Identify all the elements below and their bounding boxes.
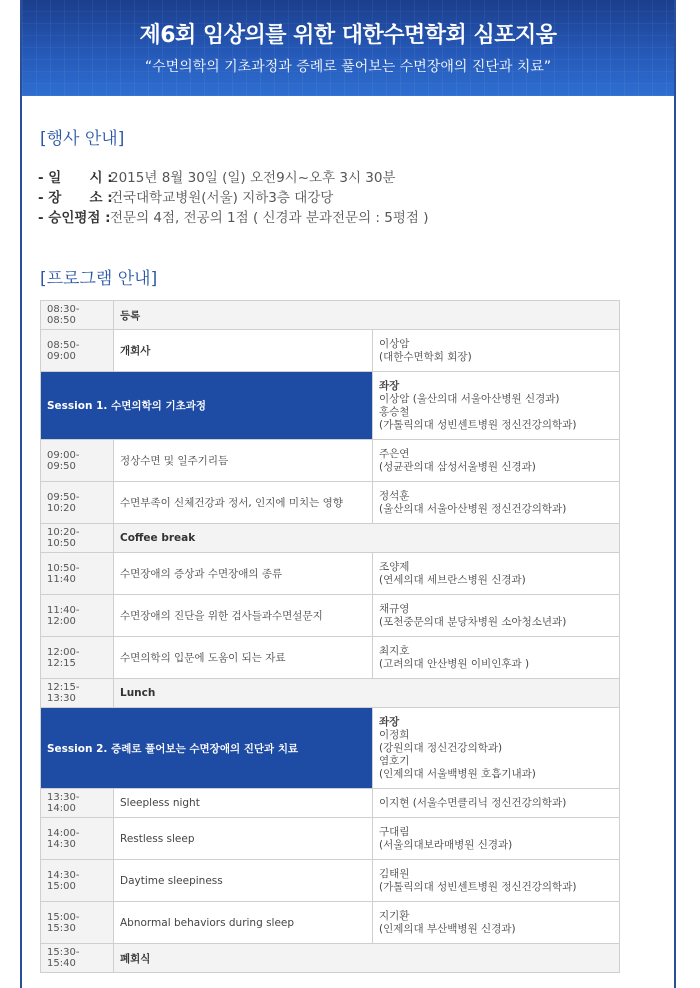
time-cell: 08:30-08:50 (41, 301, 114, 330)
table-row (41, 553, 620, 595)
symposium-subtitle: “수면의학의 기초과정과 증례로 풀어보는 수면장애의 진단과 치료” (144, 59, 552, 75)
symposium-title: 제6회 임상의를 위한 대한수면학회 심포지움 (139, 23, 557, 48)
time-cell: 14:00-14:30 (41, 818, 114, 860)
table-row (41, 482, 620, 524)
talk-title: Restless sleep (114, 818, 373, 860)
time-cell: 15:00-15:30 (41, 902, 114, 944)
talk-title: Daytime sleepiness (114, 860, 373, 902)
table-row (41, 330, 620, 372)
speaker-affiliation: (고려의대 안산병원 이비인후과 ) (379, 657, 530, 670)
time-cell: 15:30-15:40 (41, 944, 114, 973)
speaker-name: 정석훈 (379, 489, 410, 502)
time-cell: 12:15-13:30 (41, 679, 114, 708)
talk-title: 정상수면 및 일주기리듬 (114, 440, 373, 482)
speaker-affiliation: (가톨릭의대 성빈센트병원 정신건강의학과) (379, 880, 577, 893)
speaker-name: 최지호 (379, 644, 410, 657)
speaker-affiliation: (인제의대 부산백병원 신경과) (379, 922, 516, 935)
talk-title: 수면부족이 신체건강과 정서, 인지에 미치는 영향 (114, 482, 373, 524)
speaker-name: 조양제 (379, 560, 410, 573)
info-label: - 장 소 : (38, 190, 113, 206)
table-row (41, 679, 620, 708)
talk-title: 수면장애의 진단을 위한 검사들과수면설문지 (114, 595, 373, 637)
time-cell: 12:00-12:15 (41, 637, 114, 679)
talk-title: 수면의학의 입문에 도움이 되는 자료 (114, 637, 373, 679)
session-row (41, 708, 620, 789)
table-row (41, 944, 620, 973)
chair-label: 좌장 (379, 715, 400, 728)
chair-cell (373, 372, 620, 440)
program-item: Lunch (114, 679, 620, 708)
info-row-date (38, 168, 429, 188)
speaker-name: 이상암 (379, 337, 410, 350)
speaker-name: 김태원 (379, 867, 410, 880)
speaker-affiliation: (서울의대보라매병원 신경과) (379, 838, 513, 851)
table-row (41, 860, 620, 902)
speaker-cell (373, 860, 620, 902)
program-heading: [프로그램 안내] (40, 269, 158, 289)
speaker-name: 구대림 (379, 825, 410, 838)
info-row-credits (38, 208, 429, 228)
speaker-cell (373, 482, 620, 524)
table-row (41, 818, 620, 860)
chair-line: (가톨릭의대 성빈센트병원 정신건강의학과) (379, 418, 577, 431)
info-value: 건국대학교병원(서울) 지하3층 대강당 (110, 190, 334, 206)
chair-cell (373, 708, 620, 789)
speaker-affiliation: (대한수면학회 회장) (379, 350, 472, 363)
speaker-cell (373, 553, 620, 595)
talk-title: 수면장애의 증상과 수면장애의 종류 (114, 553, 373, 595)
table-row (41, 637, 620, 679)
chair-line: 이상암 (울산의대 서울아산병원 신경과) (379, 392, 560, 405)
program-item: 폐회식 (114, 944, 620, 973)
chair-line: 홍승철 (379, 405, 410, 418)
session-row (41, 372, 620, 440)
talk-title: Sleepless night (114, 789, 373, 818)
event-info (38, 168, 429, 228)
time-cell: 11:40-12:00 (41, 595, 114, 637)
event-info-heading: [행사 안내] (40, 129, 125, 149)
chair-line: 염호기 (379, 754, 410, 767)
speaker-affiliation: (포천중문의대 분당차병원 소아청소년과) (379, 615, 567, 628)
session-2-title: Session 2. 증례로 풀어보는 수면장애의 진단과 치료 (41, 708, 373, 789)
table-row (41, 595, 620, 637)
info-label: - 일 시 : (38, 170, 113, 186)
table-row (41, 902, 620, 944)
speaker-cell (373, 637, 620, 679)
time-cell: 08:50-09:00 (41, 330, 114, 372)
time-cell: 09:50-10:20 (41, 482, 114, 524)
chair-line: 이정희 (379, 728, 410, 741)
speaker-name: 주은연 (379, 447, 410, 460)
table-row (41, 789, 620, 818)
program-item: 개회사 (114, 330, 373, 372)
time-cell: 10:50-11:40 (41, 553, 114, 595)
talk-title: Abnormal behaviors during sleep (114, 902, 373, 944)
info-row-place (38, 188, 429, 208)
speaker-cell (373, 902, 620, 944)
table-row (41, 301, 620, 330)
chair-line: (강원의대 정신건강의학과) (379, 741, 503, 754)
speaker-cell (373, 595, 620, 637)
program-item: Coffee break (114, 524, 620, 553)
program-table (40, 300, 620, 973)
header-banner (22, 0, 674, 96)
time-cell: 14:30-15:00 (41, 860, 114, 902)
time-cell: 09:00-09:50 (41, 440, 114, 482)
chair-line: (인제의대 서울백병원 호흡기내과) (379, 767, 536, 780)
info-value: 2015년 8월 30일 (일) 오전9시~오후 3시 30분 (110, 170, 396, 186)
info-label: - 승인평점 : (38, 210, 111, 226)
chair-label: 좌장 (379, 379, 400, 392)
info-value: 전문의 4점, 전공의 1점 ( 신경과 분과전문의 : 5평점 ) (110, 210, 429, 226)
speaker-cell (373, 440, 620, 482)
table-row (41, 524, 620, 553)
speaker-cell: 이지현 (서울수면클리닉 정신건강의학과) (373, 789, 620, 818)
speaker-cell (373, 818, 620, 860)
program-item: 등록 (114, 301, 620, 330)
time-cell: 10:20-10:50 (41, 524, 114, 553)
speaker-affiliation: (성균관의대 삼성서울병원 신경과) (379, 460, 536, 473)
speaker-cell (373, 330, 620, 372)
speaker-affiliation: (울산의대 서울아산병원 정신건강의학과) (379, 502, 567, 515)
speaker-affiliation: (연세의대 세브란스병원 신경과) (379, 573, 526, 586)
session-1-title: Session 1. 수면의학의 기초과정 (41, 372, 373, 440)
speaker-name: 채규영 (379, 602, 410, 615)
table-row (41, 440, 620, 482)
speaker-name: 지기환 (379, 909, 410, 922)
time-cell: 13:30-14:00 (41, 789, 114, 818)
